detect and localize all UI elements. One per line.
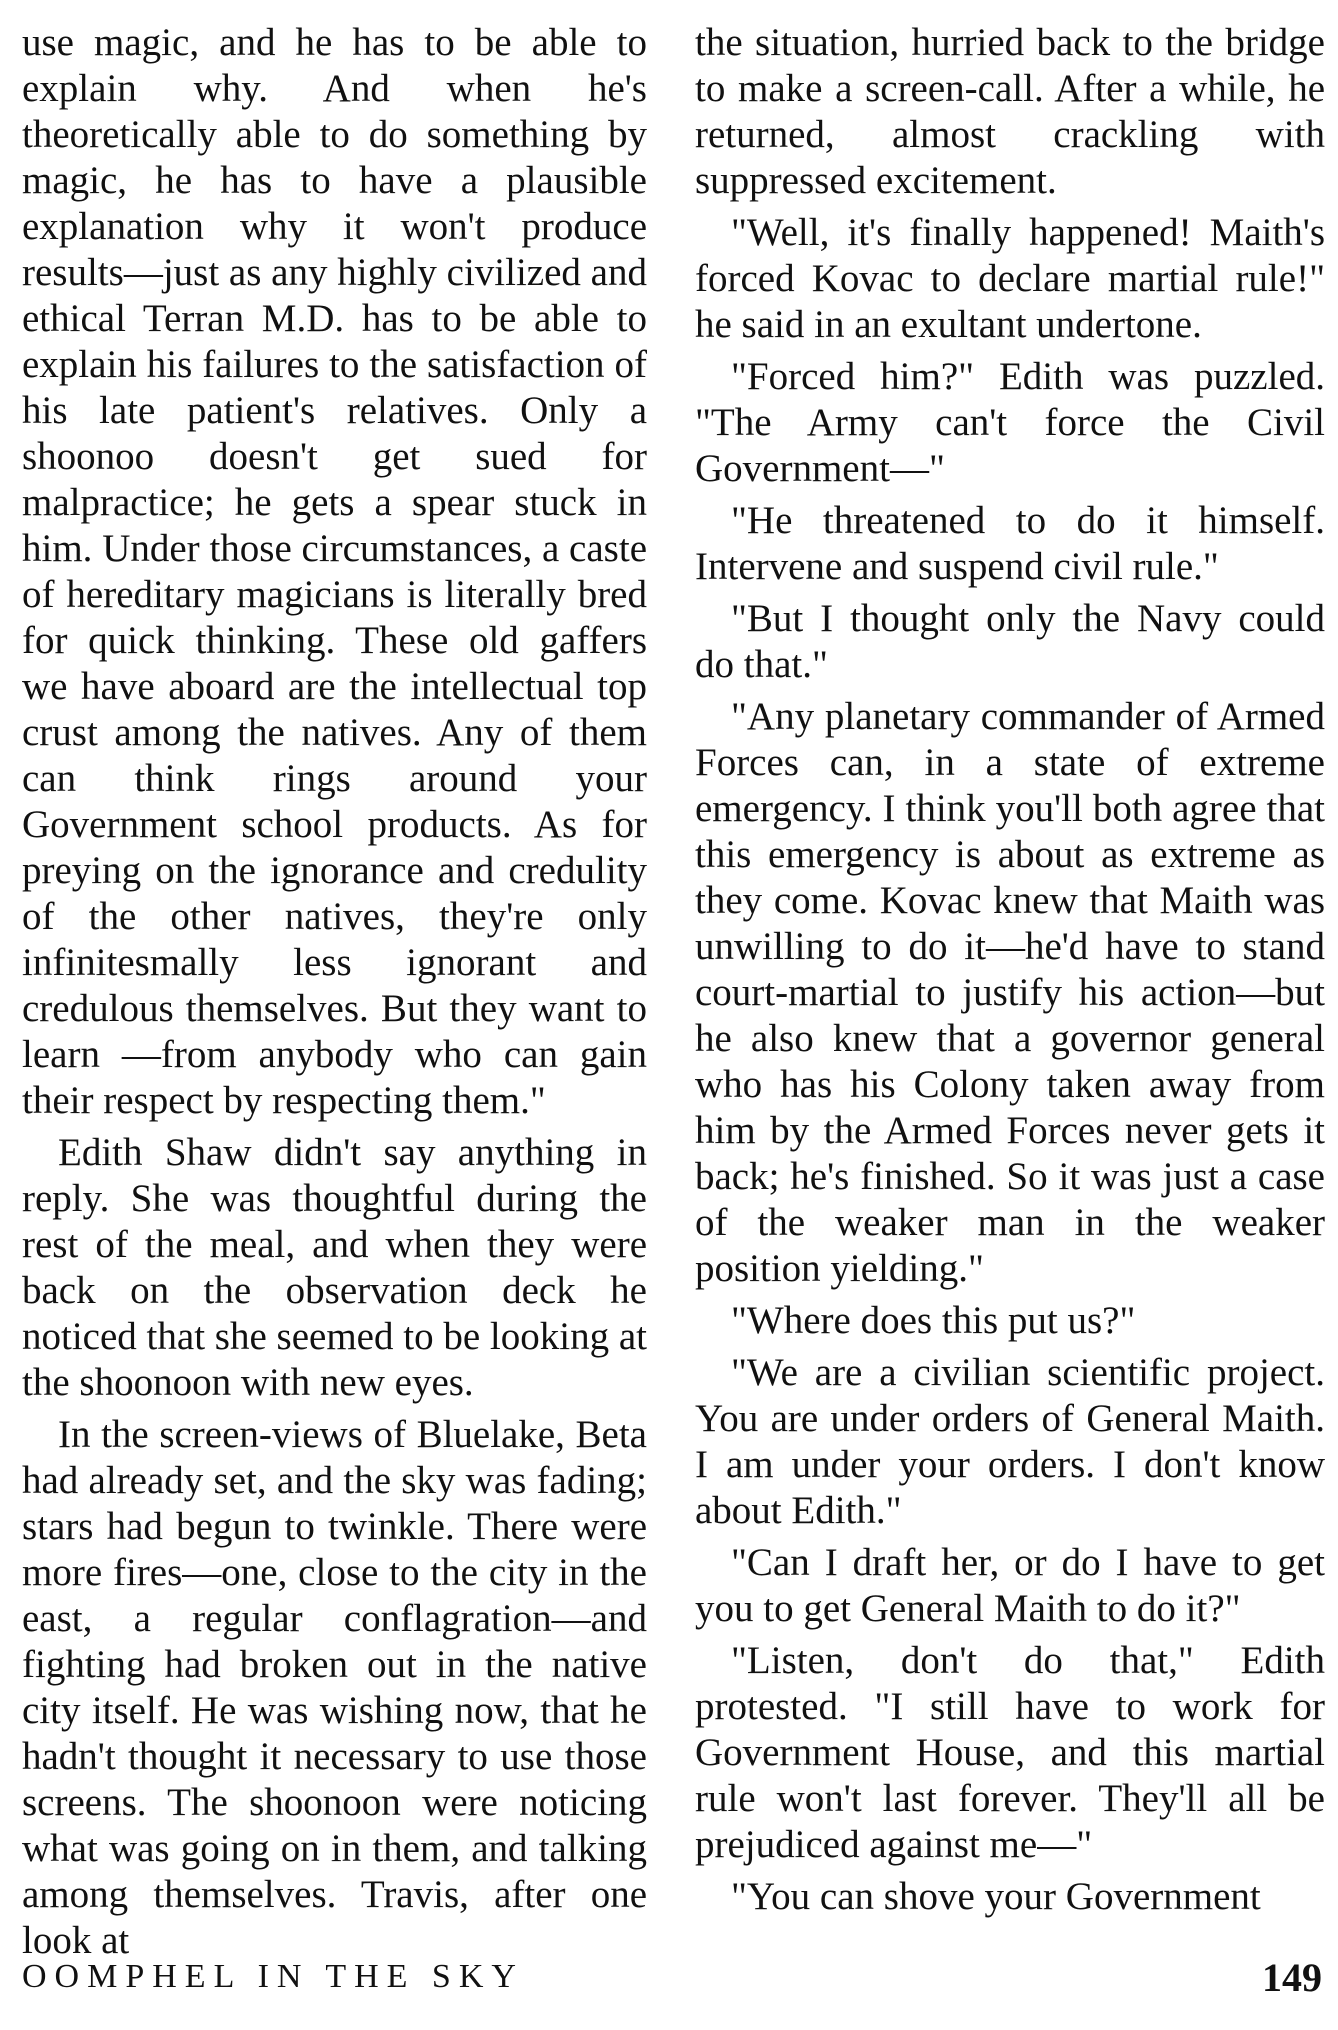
paragraph: "He threatened to do it himself. Intervene and suspend civil rule." (695, 499, 1325, 588)
paragraph: "Any planetary commander of Armed Forces can, in a state of extreme emergency. I think you'll both agree that this emergency is about as extreme as they come. Kovac knew that Maith was unwilling to do it—he'd have to stand court-martial to justify his action—but he also knew that a governor general who has his Colony taken away from him by the Armed Forces never gets it back; he's finished. So it was just a case of the weaker man in the weaker position yielding." (695, 695, 1325, 1290)
paragraph: "You can shove your Government (731, 1875, 1261, 1918)
paragraph: "Can I draft her, or do I have to get you to get General Maith to do it?" (695, 1541, 1325, 1630)
paragraph: In the screen-views of Bluelake, Beta had already set, and the sky was fading; stars had begun to twinkle. There were more fires—one, close to the city in the east, a regular conflagration—and fighting had broken out in the native city itself. He was wishing now, that he hadn't thought it necessary to use those screens. The shoonoon were noticing what was going on in them, and talking among themselves. Travis, after one look at (22, 1413, 647, 1962)
running-head: OOMPHEL IN THE SKY (22, 1958, 524, 1995)
page-footer (22, 1955, 1322, 2008)
paragraph: Edith Shaw didn't say anything in reply. She was thoughtful during the rest of the meal, and when they were back on the observation deck he noticed that she seemed to be looking at the shoonoon with new eyes. (22, 1131, 647, 1404)
paragraph: "Where does this put us?" (731, 1299, 1136, 1342)
page-number: 149 (1262, 1955, 1322, 2000)
right-column (695, 20, 1325, 1926)
paragraph: use magic, and he has to be able to explain why. And when he's theoretically able to do something by magic, he has to have a plausible explanation why it won't produce results—just as any highly civilized and ethical Terran M.D. has to be able to explain his failures to the satisfaction of his late patient's relatives. Only a shoonoo doesn't get sued for malpractice; he gets a spear stuck in him. Under those circumstances, a caste of hereditary magicians is literally bred for quick thinking. These old gaffers we have aboard are the intellectual top crust among the natives. Any of them can think rings around your Government school products. As for preying on the ignorance and credulity of the other natives, they're only infinitesmally less ignorant and credulous themselves. But they want to learn —from anybody who can gain their respect by respecting them." (22, 21, 647, 1122)
paragraph: the situation, hurried back to the bridge to make a screen-call. After a while, he returned, almost crackling with suppressed excitement. (695, 21, 1325, 202)
paragraph: "Forced him?" Edith was puzzled. "The Army can't force the Civil Government—" (695, 355, 1325, 490)
paragraph: "Listen, don't do that," Edith protested. "I still have to work for Government House, and this martial rule won't last forever. They'll all be prejudiced against me—" (695, 1639, 1325, 1866)
paragraph: "But I thought only the Navy could do that." (695, 597, 1325, 686)
paragraph: "We are a civilian scientific project. You are under orders of General Maith. I am under your orders. I don't know about Edith." (695, 1351, 1325, 1532)
left-column (22, 20, 647, 1970)
paragraph: "Well, it's finally happened! Maith's forced Kovac to declare martial rule!" he said in an exultant undertone. (695, 211, 1325, 346)
